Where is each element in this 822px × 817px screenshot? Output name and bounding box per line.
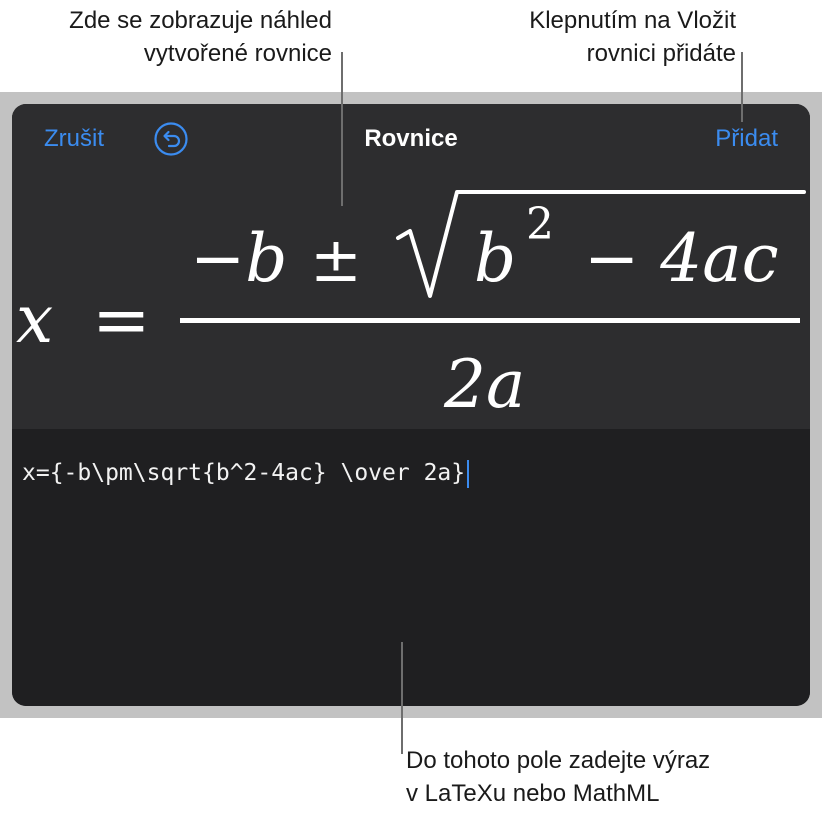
callout-line: v LaTeXu nebo MathML — [406, 780, 660, 807]
equation-denominator: 2a — [444, 346, 526, 423]
callout-field-description — [406, 744, 710, 810]
numerator-plus-minus: ± — [310, 223, 362, 296]
callout-line: rovnici přidáte — [586, 40, 736, 67]
fraction-bar — [180, 318, 800, 323]
callout-line: Do tohoto pole zadejte výraz — [406, 747, 711, 774]
latex-input-value[interactable] — [22, 457, 469, 489]
latex-text: x={-b\pm\sqrt{b^2-4ac} \over 2a} — [22, 460, 466, 486]
radicand-b: b — [474, 220, 517, 297]
callout-add-description — [529, 4, 736, 70]
equation-dialog — [12, 104, 810, 706]
callout-line: vytvořené rovnice — [143, 40, 332, 67]
radicand-exponent: 2 — [526, 199, 554, 250]
equation-preview — [12, 104, 810, 429]
callout-leader-line — [741, 52, 743, 122]
add-button[interactable]: Přidat — [715, 125, 778, 152]
callout-leader-line — [341, 52, 343, 206]
text-cursor — [467, 460, 469, 488]
numerator-minus-b: −b — [190, 220, 288, 297]
callout-preview-description — [69, 4, 332, 70]
callout-line: Klepnutím na Vložit — [529, 7, 736, 34]
equation-lhs: x — [16, 281, 54, 358]
rendered-equation — [12, 104, 810, 429]
dialog-title: Rovnice — [364, 125, 458, 152]
callout-line: Zde se zobrazuje náhled — [69, 7, 332, 34]
radicand-rest: − 4ac — [584, 220, 779, 297]
cancel-button[interactable]: Zrušit — [44, 125, 104, 152]
latex-input-field[interactable] — [12, 429, 810, 706]
callout-leader-line — [401, 642, 403, 754]
equation-equals: = — [92, 279, 151, 361]
